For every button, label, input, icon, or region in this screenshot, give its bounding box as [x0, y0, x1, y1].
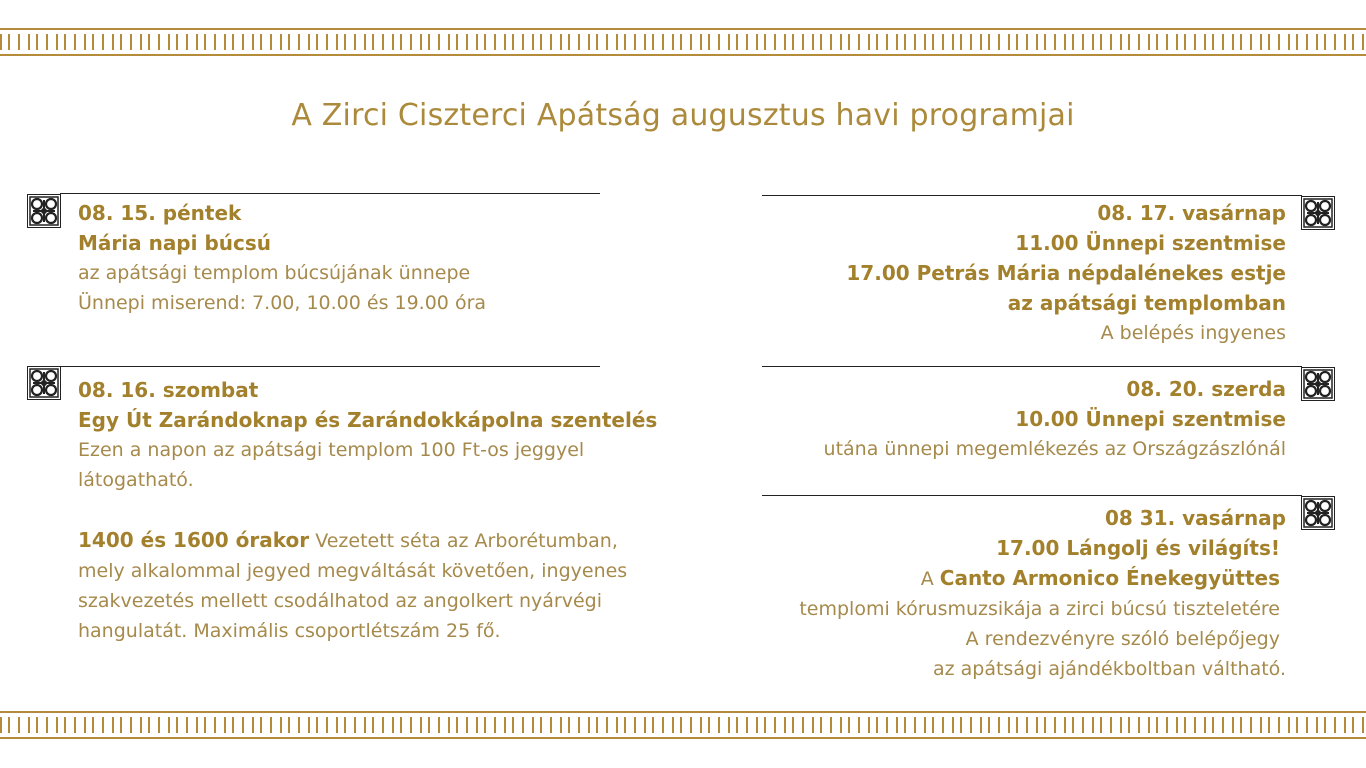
- tour-text: Vezetett séta az Arborétumban,: [309, 530, 618, 552]
- event-line: A belépés ingyenes: [1100, 322, 1286, 344]
- event-bold-line: 11.00 Ünnepi szentmise: [1015, 231, 1286, 255]
- divider: [60, 366, 600, 367]
- event-date: 08. 16. szombat: [78, 378, 259, 402]
- event-0815: [78, 198, 486, 318]
- celtic-knot-icon: [27, 194, 61, 228]
- event-line: látogatható.: [78, 469, 194, 491]
- page-title: A Zirci Ciszterci Apátság augusztus havi programjai: [291, 98, 1075, 133]
- event-name: Mária napi búcsú: [78, 231, 271, 255]
- event-bold-line: 17.00 Petrás Mária népdalénekes estje: [846, 261, 1286, 285]
- event-line: szakvezetés mellett csodálhatod az angolkert nyárvégi: [78, 590, 603, 612]
- ornamental-border-top: [0, 28, 1366, 56]
- event-line: Ezen a napon az apátsági templom 100 Ft-os jeggyel: [78, 439, 585, 461]
- event-bold-line: az apátsági templomban: [1007, 291, 1286, 315]
- divider: [60, 193, 600, 194]
- event-bold-line: 17.00 Lángolj és világíts!: [996, 536, 1280, 560]
- event-date: 08. 17. vasárnap: [1097, 201, 1286, 225]
- event-line: templomi kórusmuzsikája a zirci búcsú tiszteletére: [799, 598, 1280, 620]
- ornamental-border-bottom: [0, 711, 1366, 739]
- celtic-knot-icon: [1301, 196, 1335, 230]
- event-line: az apátsági ajándékboltban váltható.: [932, 658, 1286, 680]
- event-name: Egy Út Zarándoknap és Zarándokkápolna szentelés: [78, 408, 658, 432]
- performer-prefix: A: [920, 568, 940, 590]
- event-date: 08 31. vasárnap: [1104, 506, 1286, 530]
- event-line: Ünnepi miserend: 7.00, 10.00 és 19.00 óra: [78, 292, 487, 314]
- event-line: A rendezvényre szóló belépőjegy: [965, 628, 1280, 650]
- event-line: hangulatát. Maximális csoportlétszám 25 fő.: [78, 620, 501, 642]
- divider: [762, 495, 1302, 496]
- event-line: mely alkalommal jegyed megváltását követően, ingyenes: [78, 560, 628, 582]
- divider: [762, 366, 1302, 367]
- event-0817: [846, 198, 1286, 348]
- celtic-knot-icon: [1301, 496, 1335, 530]
- event-line: az apátsági templom búcsújának ünnepe: [78, 262, 471, 284]
- event-date: 08. 15. péntek: [78, 201, 242, 225]
- performer-line: [799, 563, 1280, 594]
- event-bold-line: 10.00 Ünnepi szentmise: [1015, 407, 1286, 431]
- performer-name: Canto Armonico Énekegyüttes: [939, 566, 1280, 590]
- event-0820: [824, 374, 1286, 464]
- celtic-knot-icon: [1301, 367, 1335, 401]
- tour-line: [78, 525, 657, 556]
- tour-time: 1400 és 1600 órakor: [78, 528, 310, 552]
- event-line: utána ünnepi megemlékezés az Országzászlónál: [823, 438, 1286, 460]
- divider: [762, 195, 1302, 196]
- event-0831: [799, 503, 1286, 684]
- event-0816: [78, 375, 657, 646]
- event-date: 08. 20. szerda: [1126, 377, 1286, 401]
- celtic-knot-icon: [27, 366, 61, 400]
